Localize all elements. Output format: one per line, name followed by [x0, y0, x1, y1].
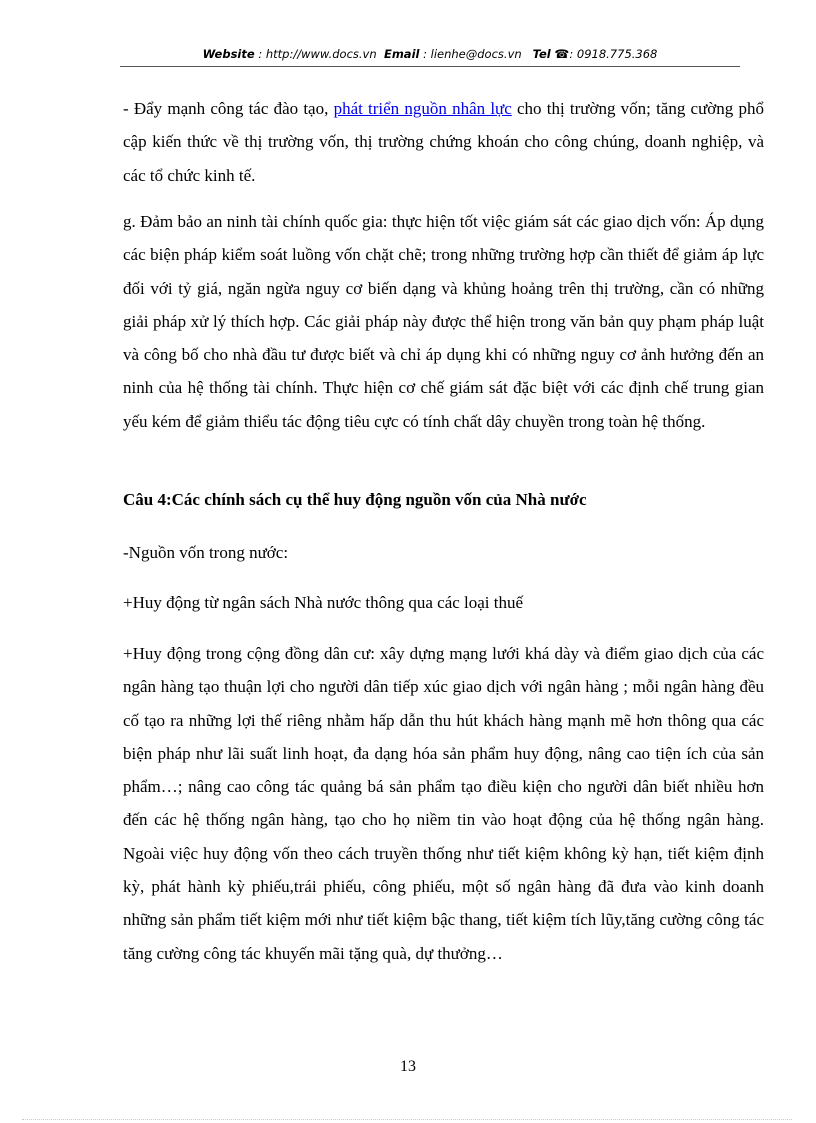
paragraph-community-mobilization: +Huy động trong cộng đồng dân cư: xây dựng mạng lưới khá dày và điểm giao dịch của các ngân hàng tạo thuận lợi cho người dân tiếp xúc giao dịch với ngân hàng ; mỗi ngân hàng đều cố tạo ra những lợi thế riêng nhằm hấp dẫn thu hút khách hàng mạnh mẽ hơn thông qua các biện pháp như lãi suất linh hoạt, đa dạng hóa sản phẩm huy động, nâng cao tiện ích của sản phẩm…; nâng cao công tác quảng bá sản phẩm tạo điều kiện cho người dân biết nhiều hơn đến các hệ thống ngân hàng, tạo cho họ niềm tin vào hoạt động của hệ thống ngân hàng. Ngoài việc huy động vốn theo cách truyền thống như tiết kiệm không kỳ hạn, tiết kiệm định kỳ, phát hành kỳ phiếu,trái phiếu, công phiếu, một số ngân hàng đã đưa vào kinh doanh những sản phẩm tiết kiệm mới như tiết kiệm bậc thang, tiết kiệm tích lũy,tăng cường công tác tăng cường công tác khuyến mãi tặng quà, dự thưởng…: [123, 644, 764, 963]
paragraph-training: [123, 92, 764, 192]
website-label: Website: [202, 47, 255, 61]
paragraph-financial-security: g. Đảm bảo an ninh tài chính quốc gia: thực hiện tốt việc giám sát các giao dịch vốn: Áp dụng các biện pháp kiểm soát luồng vốn chặt chẽ; trong những trường hợp cần thiết để giảm áp lực đối với tỷ giá, ngăn ngừa nguy cơ biến dạng và khủng hoảng trên thị trường, cần có những giải pháp xử lý thích hợp. Các giải pháp này được thể hiện trong văn bản quy phạm pháp luật và công bố cho nhà đầu tư được biết và chỉ áp dụng khi có những nguy cơ ảnh hưởng đến an ninh của hệ thống tài chính. Thực hiện cơ chế giám sát đặc biệt với các định chế trung gian yếu kém để giảm thiểu tác động tiêu cực có tính chất dây chuyền trong toàn hệ thống.: [123, 212, 764, 431]
section-heading: Câu 4:Các chính sách cụ thể huy động nguồn vốn của Nhà nước: [123, 490, 587, 509]
email-separator: :: [419, 47, 431, 61]
paragraph-training-start: - Đẩy mạnh công tác đào tạo,: [123, 99, 334, 118]
tel-label: Tel: [532, 47, 551, 61]
page-header: [120, 47, 740, 61]
website-separator: :: [254, 47, 266, 61]
email-address[interactable]: lienhe@docs.vn: [430, 47, 522, 61]
email-label: Email: [383, 47, 420, 61]
phone-icon: ☎: [554, 47, 570, 61]
page-number: 13: [400, 1058, 416, 1075]
phone-number: : 0918.775.368: [569, 47, 658, 61]
header-divider: [120, 66, 740, 67]
domestic-capital-line: -Nguồn vốn trong nước:: [123, 543, 289, 562]
paragraph-training-end: cho thị trường vốn; tăng cường phổ cập kiến thức về thị trường vốn, thị trường chứng khoán cho công chúng, doanh nghiệp, và các tổ chức kinh tế.: [123, 99, 764, 185]
human-resources-link[interactable]: phát triển nguồn nhân lực: [333, 99, 512, 118]
page-bottom-border: [22, 1119, 792, 1120]
website-url[interactable]: http://www.docs.vn: [265, 47, 377, 61]
state-budget-line: +Huy động từ ngân sách Nhà nước thông qua các loại thuế: [123, 593, 524, 612]
